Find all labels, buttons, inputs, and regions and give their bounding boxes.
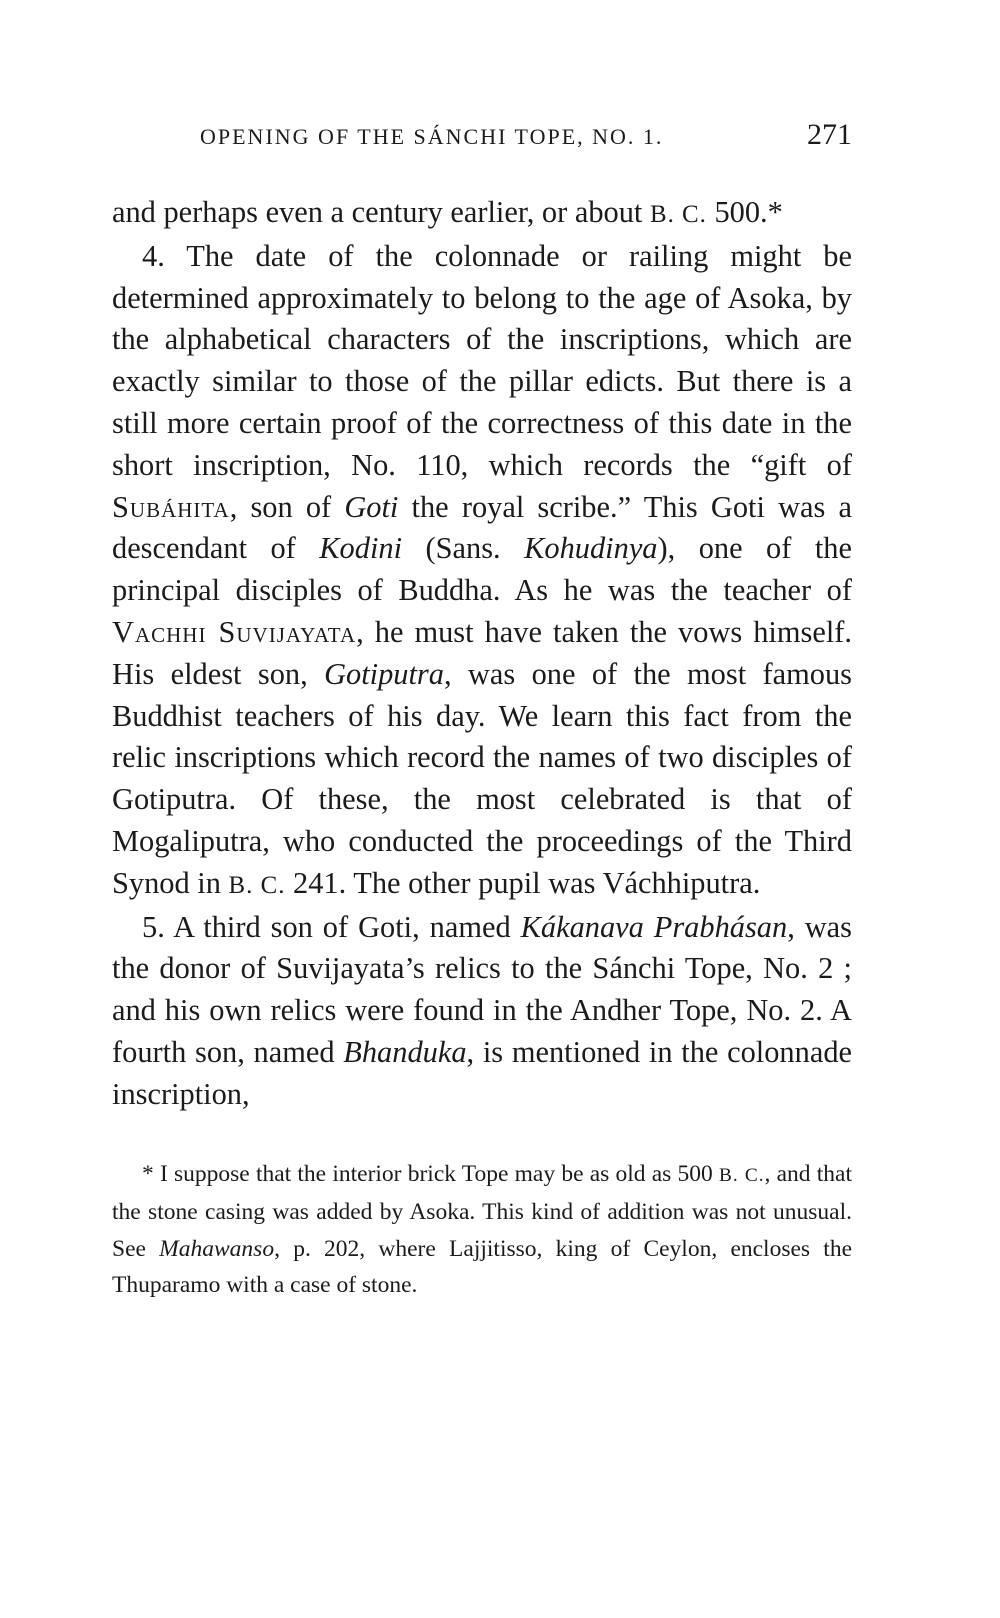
running-title: OPENING OF THE SÁNCHI TOPE, NO. 1.	[200, 124, 664, 149]
text-run: 5. A third son of Goti, named	[142, 909, 521, 944]
name-kakanava-prabhasan: Kákanava Prabhásan	[520, 909, 788, 944]
name-bhanduka: Bhanduka	[343, 1034, 467, 1069]
text-run: the royal scribe.” This Goti was a descendant of	[112, 489, 852, 566]
name-kodini: Kodini	[319, 531, 403, 566]
name-kohudinya: Kohudinya	[524, 531, 658, 566]
text-run: 4. The date of the colonnade or railing might be determined approximately to belong to the age of Asoka, by the alphabetical characters of the inscriptions, which are exactly similar to those of the pillar edicts. But there is a still more certain proof of the correctness of this date in the short inscription, No. 110, which records the “gift of	[112, 238, 852, 482]
paragraph-1	[112, 192, 852, 236]
title-mahawanso: Mahawanso	[159, 1235, 275, 1262]
paragraph-2	[112, 236, 852, 907]
text-run: (Sans.	[402, 531, 525, 566]
text-run: 241. The other pupil was Váchhiputra.	[285, 865, 761, 900]
name-vachhi-suvijayata: Vachhi Suvijayata	[112, 614, 357, 649]
page-number: 271	[807, 118, 852, 151]
era-abbreviation: B. C.	[228, 871, 286, 899]
text-run: * I suppose that the interior brick Tope may be as old as 500	[142, 1160, 720, 1187]
footnote-text	[112, 1156, 852, 1304]
footnote	[112, 1156, 852, 1304]
text-run: , and that the stone casing was added by Asoka. This kind of addition was not unusual. See	[112, 1160, 852, 1262]
text-run: , was one of the most famous Buddhist teachers of his day. We learn this fact from the relic inscriptions which record the names of two disciples of Gotiputra. Of these, the most celebrated is that of Mogaliputra, who conducted the proceedings of the Third Synod in	[112, 656, 852, 900]
name-gotiputra: Gotiputra	[324, 656, 444, 691]
text-run: , p. 202, where Lajjitisso, king of Ceylon, encloses the Thuparamo with a case of stone.	[112, 1235, 852, 1299]
text-run: ), one of the principal disciples of Buddha. As he was the teacher of	[112, 531, 852, 608]
text-run: , is mentioned in the colonnade inscription,	[112, 1034, 852, 1111]
book-page	[112, 118, 852, 1304]
name-goti: Goti	[344, 489, 399, 524]
text-run: , son of	[229, 489, 345, 524]
text-run: and perhaps even a century earlier, or about	[112, 195, 650, 229]
text-run: , he must have taken the vows himself. His eldest son,	[112, 614, 852, 691]
paragraph-3	[112, 907, 852, 1116]
page-header	[112, 118, 852, 164]
name-subahita: Subáhita	[112, 489, 230, 524]
text-run: 500.*	[706, 195, 783, 229]
era-abbreviation: B. C.	[719, 1164, 765, 1186]
text-run: , was the donor of Suvijayata’s relics to the Sánchi Tope, No. 2 ; and his own relics were found in the Andher Tope, No. 2. A fourth son, named	[112, 909, 852, 1069]
era-abbreviation: B. C.	[649, 201, 707, 228]
body-text	[112, 192, 852, 1116]
